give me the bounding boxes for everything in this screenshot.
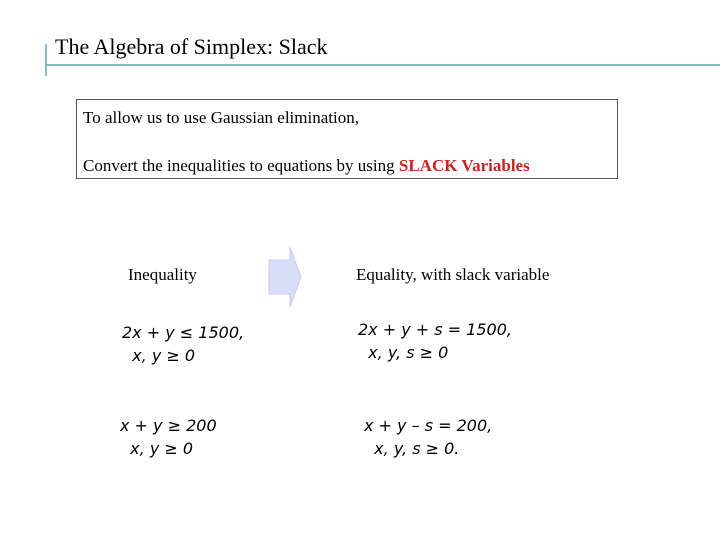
slide-title: The Algebra of Simplex: Slack (55, 34, 328, 59)
equality-header: Equality, with slack variable (356, 265, 550, 284)
inequality-row-2-line-2: x, y ≥ 0 (120, 439, 194, 458)
right-arrow-icon (268, 246, 302, 308)
intro-box (76, 99, 618, 179)
equality-row-2-line-1: x + y – s = 200, (364, 416, 493, 435)
inequality-header: Inequality (128, 265, 197, 284)
inequality-row-1-line-2: x, y ≥ 0 (122, 346, 196, 365)
inequality-row-2 (120, 414, 217, 460)
slack-variables-highlight: SLACK Variables (398, 156, 530, 175)
intro-line-1: To allow us to use Gaussian elimination, (83, 108, 359, 127)
equality-row-2-line-2: x, y, s ≥ 0. (364, 439, 460, 458)
title-rule-tick (45, 44, 47, 76)
intro-line-2-text: Convert the inequalities to equations by using (83, 156, 399, 175)
equality-row-2 (364, 414, 492, 460)
title-rule (45, 64, 720, 66)
inequality-row-1-line-1: 2x + y ≤ 1500, (122, 323, 245, 342)
equality-row-1 (358, 318, 512, 364)
intro-line-2 (83, 156, 530, 176)
inequality-row-1 (122, 321, 244, 367)
inequality-row-2-line-1: x + y ≥ 200 (120, 416, 217, 435)
equality-row-1-line-1: 2x + y + s = 1500, (358, 320, 512, 339)
equality-row-1-line-2: x, y, s ≥ 0 (358, 343, 449, 362)
